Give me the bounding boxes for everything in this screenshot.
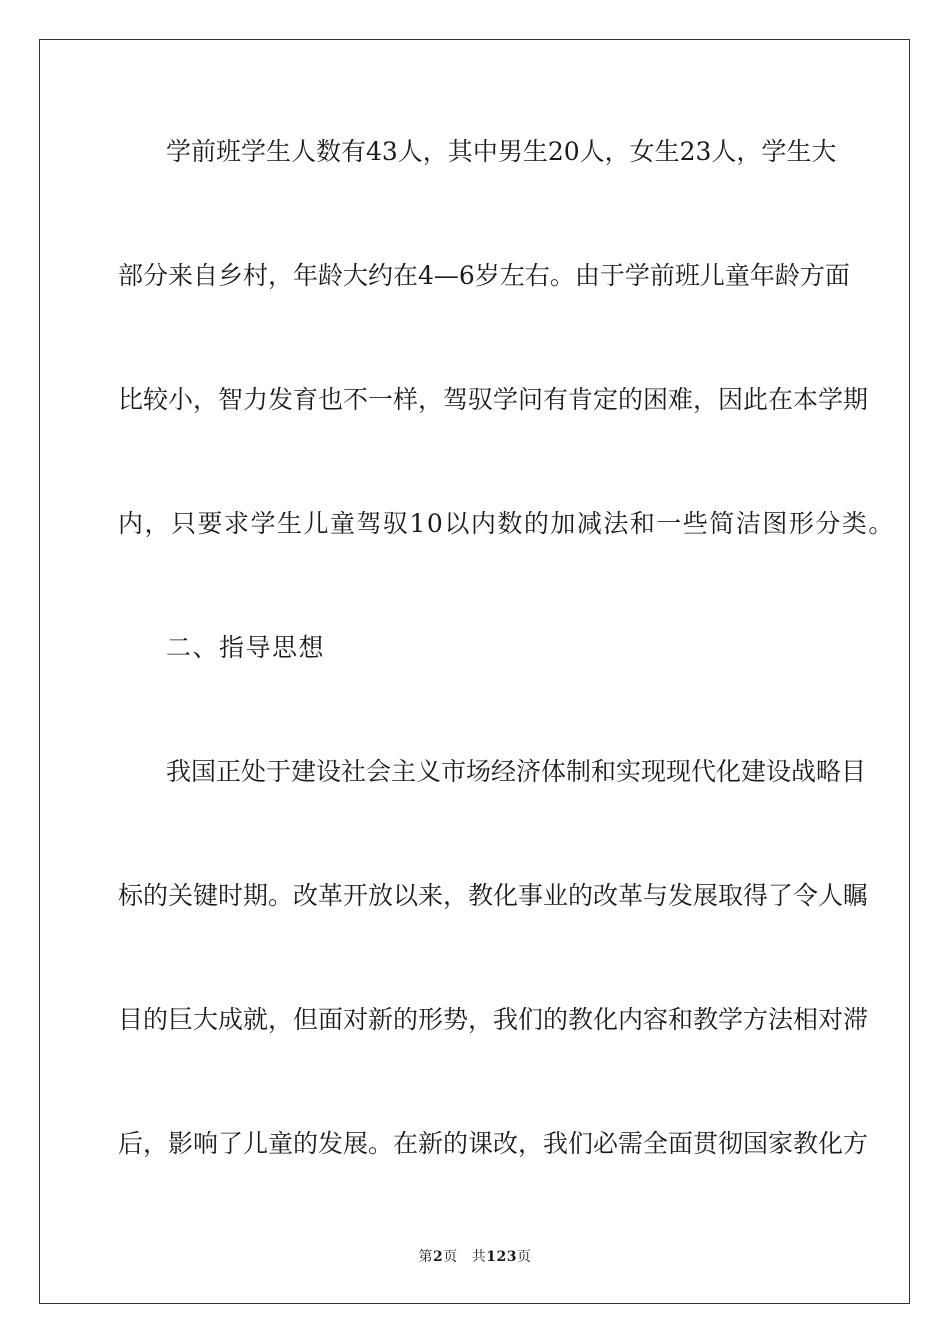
paragraph-2-line-2: 标的关键时期。改革开放以来，教化事业的改革与发展取得了令人瞩	[118, 881, 869, 910]
total-pages-number: 123	[486, 1249, 517, 1265]
paragraph-1-line-4: 内，只要求学生儿童驾驭10以内数的加减法和一些简洁图形分类。	[118, 509, 895, 538]
current-page-number: 2	[433, 1249, 444, 1265]
section-heading: 二、指导思想	[166, 633, 326, 662]
footer-page-suffix: 页	[443, 1249, 458, 1265]
paragraph-1-line-2: 部分来自乡村，年龄大约在4—6岁左右。由于学前班儿童年龄方面	[118, 261, 850, 290]
paragraph-1-line-3: 比较小，智力发育也不一样，驾驭学问有肯定的困难，因此在本学期	[118, 385, 869, 414]
footer-total-suffix: 页	[516, 1249, 532, 1265]
page-footer	[0, 1248, 950, 1266]
paragraph-2-line-4: 后，影响了儿童的发展。在新的课改，我们必需全面贯彻国家教化方	[118, 1129, 869, 1158]
paragraph-2-line-1: 我国正处于建设社会主义市场经济体制和实现现代化建设战略目	[166, 757, 867, 786]
paragraph-1-line-1: 学前班学生人数有43人，其中男生20人，女生23人，学生大	[166, 137, 837, 166]
page-border	[39, 39, 910, 1304]
footer-total-prefix: 共	[471, 1249, 487, 1265]
paragraph-2-line-3: 目的巨大成就，但面对新的形势，我们的教化内容和教学方法相对滞	[118, 1005, 869, 1034]
footer-prefix: 第	[418, 1249, 433, 1265]
